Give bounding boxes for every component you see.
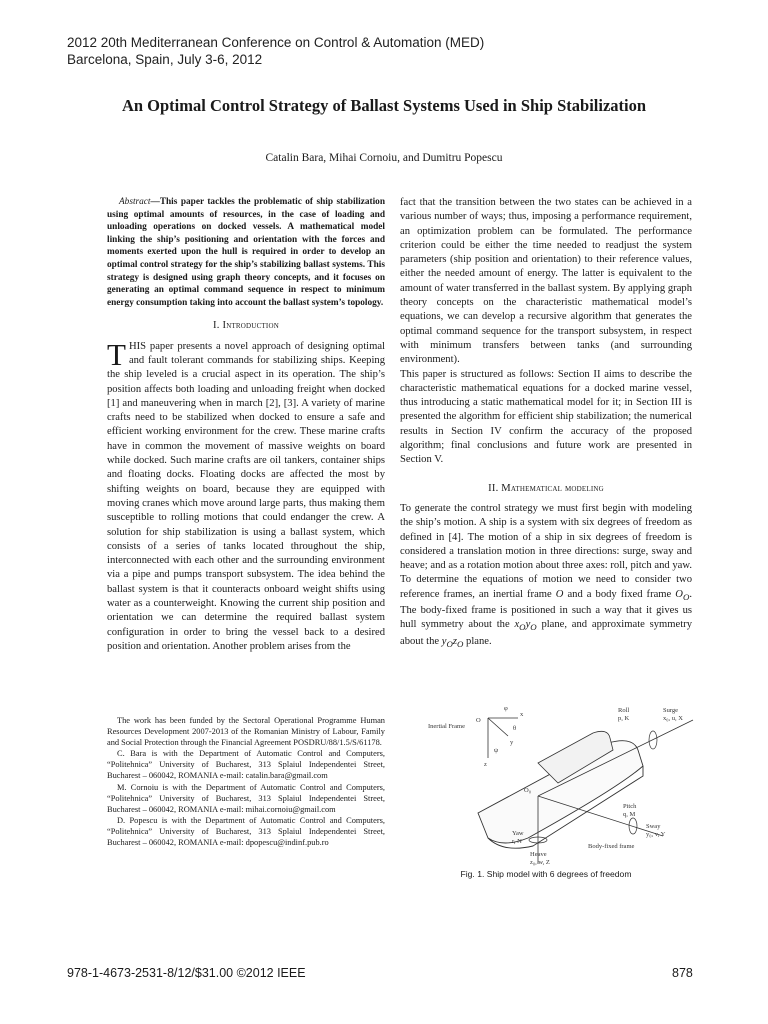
right-column [400,196,692,651]
label-z: z [484,761,487,768]
page-number: 878 [672,966,693,980]
abstract-label: Abstract [119,197,151,207]
footnote-author-popescu: D. Popescu is with the Department of Automatic Control and Computers, “Politehnica” University of Bucharest, 313 Splaiul Independentei Street, Bucharest – 060042, ROMANIA e-mail: dpopescu@indinf.pub.ro [107,815,385,848]
inertial-y-axis [488,718,508,736]
ship-model-figure [418,688,708,868]
label-roll-vars: p, K [618,715,630,722]
footnote-author-bara: C. Bara is with the Department of Automatic Control and Computers, “Politehnica” University of Bucharest, 313 Splaiul Independentei Street, Bucharest – 060042, ROMANIA e-mail: catalin.bara@gmail.com [107,749,385,781]
introduction-text: HIS paper presents a novel approach of designing optimal and fault tolerant commands for stabilizing ships. Keeping the ship leveled is a crucial aspect in its operation. The ship’s position affects both loading and unloading freight when docked [1] and maneuvering when in march [2], [3]. A variety of marine crafts need to be stabilized when docked to ensure a safe and efficient working environment for the crew. These marine crafts have in common the movement of massive weights on board while docked. Such marine crafts are oil tankers, container ships and floating docks. Floating docks are affected the most by shifting weights on board, because they are equipped with moving cranes which move around large parts, thus making them susceptible to rolling motions that could endanger the crew. A solution for ship stabilization is using a ballast system, which consists of a series of tanks located throughout the ship, interconnected with each other and the surrounding environment via a pipe and pumps transport subsystem. The idea behind the ballast system is that it counteracts onboard weight shifts using water as a counterweight. Knowing the current ship position and orientation we can determine the required ballast system configuration in order to bring the vessel back to a desired position and orientation. Another problem arises from the [107,340,385,652]
abstract [107,196,385,309]
paper-authors: Catalin Bara, Mihai Cornoiu, and Dumitru Popescu [265,152,503,164]
label-body-origin: O₀ [524,787,531,794]
label-theta: θ [513,725,517,732]
footnote-funding: The work has been funded by the Sectoral Operational Programme Human Resources Development 2007-2013 of the Romanian Ministry of Labour, Family and Social Protection through the Financial Agreement POSDRU/88/1.5/S/61178. [107,716,385,748]
abstract-text: —This paper tackles the problematic of ship stabilization using optimal amounts of resources, in the case of loading and unloading operations on docked vessels. A mathematical model linking the ship’s positioning and orientation with the forces and moments exerted upon the hull is required in order to develop an optimal control strategy for the ship’s stabilizing ballast systems. This strategy is designed using graph theory concepts, and it focuses on generating an optimal command sequence in respect to minimum energy consumption taking into account the ballast system’s topology. [107,197,385,308]
section-heading-modeling: II. Mathematical modeling [488,482,604,494]
label-body-fixed-frame: Body-fixed frame [588,843,635,850]
label-y: y [510,739,514,746]
conference-name: 2012 20th Mediterranean Conference on Control & Automation (MED) [67,35,485,50]
label-roll: Roll [618,707,630,714]
label-sway-vars: y₀, v, Y [646,831,666,838]
left-column [107,196,385,654]
label-pitch: Pitch [623,803,637,810]
paper-structure-paragraph: This paper is structured as follows: Section II aims to describe the characteristic mathematical equations for a docked marine vessel, thus introducing a static mathematical model for it; in Section III is presented the algorithm for efficient ship stabilization; the numerical results in Section IV confirm the accuracy of the proposed algorithm; final conclusions and future work are presented in Section V. [400,368,692,466]
ship-diagram [418,688,708,868]
label-phi: φ [504,705,508,712]
label-origin: O [476,717,481,724]
conference-header [67,34,484,68]
label-sway: Sway [646,823,661,830]
label-inertial-frame: Inertial Frame [428,723,465,730]
footnote-author-cornoiu: M. Cornoiu is with the Department of Automatic Control and Computers, “Politehnica” University of Bucharest, 313 Splaiul Independentei Street, Bucharest – 060042, ROMANIA e-mail: mihai.cornoiu@gmail.com [107,782,385,814]
footnotes [107,715,385,848]
label-surge: Surge [663,707,679,714]
isbn-footer: 978-1-4673-2531-8/12/$31.00 ©2012 IEEE [67,966,306,980]
figure-caption: Fig. 1. Ship model with 6 degrees of freedom [460,869,632,879]
modeling-paragraph: To generate the control strategy we must first begin with modeling the ship’s motion. A ship is a system with six degrees of freedom as defined in [4]. The motion of a ship in six degrees of freedom is considered a translation motion in three directions: surge, sway and heave; and as a rotation motion about three axes: roll, pitch and yaw. To determine the equations of motion we need to consider two reference frames, an inertial frame O and a body fixed frame $O_O$. The body-fixed frame is positioned in such a way that it gives us hull symmetry about the $x_Oy_O$ plane, and approximate symmetry about the $y_Oz_O$ plane. [400,502,692,649]
label-pitch-vars: q, M [623,811,636,818]
label-psi: ψ [494,747,499,754]
introduction-paragraph [107,336,385,655]
drop-cap: T [107,336,126,372]
paper-title: An Optimal Control Strategy of Ballast Systems Used in Ship Stabilization [121,96,647,115]
label-yaw-vars: r, N [512,838,522,845]
conference-location: Barcelona, Spain, July 3-6, 2012 [67,52,263,67]
label-heave-vars: z₀, w, Z [530,859,550,866]
label-yaw: Yaw [512,830,524,837]
label-heave: Heave [530,851,547,858]
label-surge-vars: x₀, u, X [663,715,683,722]
label-x: x [520,711,524,718]
section-heading-introduction: I. Introduction [213,320,279,332]
introduction-continued: fact that the transition between the two states can be achieved in a various number of ways; thus, imposing a performance requirement, an optimization problem can be formulated. The performance criterion could be either the time needed to readjust the system parameters (ship position and orientation) to their reference values, either the needed amount of energy. The latter is equivalent to the amount of water transferred in the ballast system. By applying graph theory concepts on the characteristic mathematical model’s equations, we can develop a recursive algorithm that generates the optimal command sequence for the transport subsystem, in respect with minimum transfers between tanks (and surrounding environment). [400,197,692,366]
